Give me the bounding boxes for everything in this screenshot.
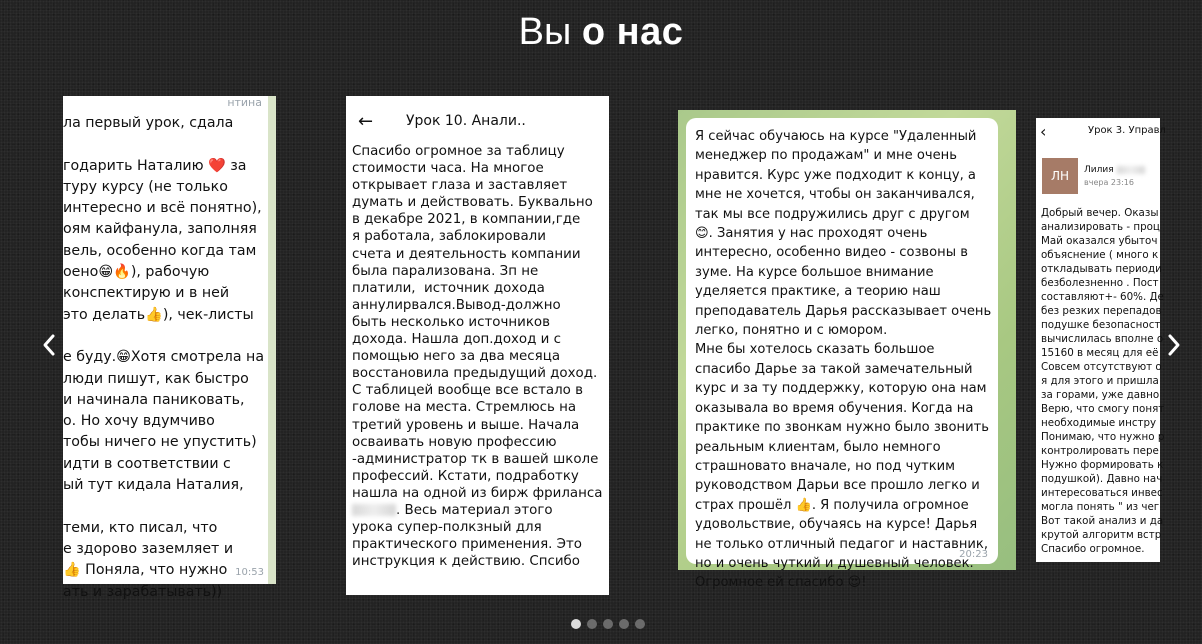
review-card-3 bbox=[678, 110, 1016, 591]
review-card-2-text-before: Спасибо огромное за таблицу стоимости часа. На многое открывает глаза и заставляет думать и действовать. Буквально в декабре 2021, в компании,где я работала, заблокировали счета и деятельность компании была парализована. Зп не платили, источник дохода аннулирвался.Вывод-должно быть несколько источников дохода. Нашла доп.доход и с помощью него за два месяца восстановила предыдущий доход. С таблицей вообще все встало в голове на места. Стремлюсь на третий уровень и выше. Начала осваивать новую профессию -администратор тк в вашей школе профессий. Кстати, подработку нашла на одной из бирж фриланса bbox=[352, 144, 603, 501]
review-card-1 bbox=[63, 96, 276, 600]
review-card-2-header bbox=[346, 108, 609, 138]
pagination-dot-2[interactable] bbox=[587, 619, 597, 629]
redacted-blur bbox=[352, 504, 396, 516]
review-card-1-text: ла первый урок, сдала годарить Наталию ❤️ за туру курсу (не только интересно и всё понятно), оям кайфанула, заполняя вель, особенно когда там оено😁🔥), рабочую конспектирую и в ней это делать👍), чек-листы е буду.😁Хотя смотрела на люди пишут, как быстро и начинала паниковать, о. Но хочу вдумчиво тобы ничего не упустить) идти в соответствии с ый тут кидала Наталия, теми, кто писал, что е здорово заземляет и 👍 Поняла, что нужно ать и зарабатывать)) bbox=[63, 115, 265, 600]
carousel-prev-button[interactable] bbox=[38, 330, 60, 360]
pagination-dot-1[interactable] bbox=[571, 619, 581, 629]
review-card-2 bbox=[346, 96, 609, 595]
section-title-bold: о нас bbox=[581, 11, 684, 53]
chat-bubble-edge bbox=[268, 96, 276, 584]
review-card-1-sender: нтина bbox=[227, 96, 262, 109]
redacted-blur bbox=[1117, 166, 1145, 174]
review-card-4-author-name: Лилия bbox=[1084, 165, 1114, 175]
review-card-4 bbox=[1036, 118, 1166, 562]
review-card-4-date: вчера 23:16 bbox=[1084, 178, 1134, 187]
section-title-light: Вы bbox=[518, 11, 572, 53]
carousel-next-button[interactable] bbox=[1163, 330, 1185, 360]
chevron-right-icon bbox=[1167, 334, 1181, 356]
back-arrow-icon: ← bbox=[358, 111, 374, 132]
avatar: ЛН bbox=[1042, 158, 1078, 194]
chevron-left-icon bbox=[42, 334, 56, 356]
review-card-2-text bbox=[352, 143, 607, 570]
carousel-pagination bbox=[571, 619, 645, 629]
review-card-4-text: Добрый вечер. Оказы анализировать - проц Май оказался убыточ объяснение ( много к откладывать периоди безболезненно . Пост составляют+- 60%. Де без резких перепадов подушке безопасност вычислилась вполне о 15160 в месяц для её Совсем отсутствуют о я для этого и пришла за горами, уже давно Верю, что смогу понят необходимые инстру Понимаю, что нужно р контролировать пере Нужно формировать к подушкой). Давно нач интересоваться инвес могла понять " из чег Вот такой анализ и да крутой алгоритм встр Спасибо огромное. bbox=[1041, 207, 1165, 555]
pagination-dot-4[interactable] bbox=[619, 619, 629, 629]
review-card-4-title: Урок 3. Управл bbox=[1088, 125, 1166, 136]
review-card-2-title: Урок 10. Анали.. bbox=[406, 113, 526, 129]
section-title bbox=[0, 10, 1202, 54]
chat-bubble bbox=[686, 118, 998, 591]
review-card-3-time: 20:23 bbox=[959, 549, 988, 560]
review-card-1-time: 10:53 bbox=[235, 567, 264, 578]
pagination-dot-5[interactable] bbox=[635, 619, 645, 629]
review-card-2-text-after: . Весь материал этого урока супер-полкзный для практического применения. Это инструкция к действию. Спсибо bbox=[352, 502, 582, 570]
review-card-3-text: Я сейчас обучаюсь на курсе "Удаленный менеджер по продажам" и мне очень нравится. Курс уже подходит к концу, а мне не хочется, чтобы он заканчивался, так мы все подружились друг с другом 😊. Занятия у нас проходят очень интересно, особенно видео - созвоны в зуме. На курсе большое внимание уделяется практике, а теорию наш преподаватель Дарья рассказывает очень легко, понятно и с юмором. Мне бы хотелось сказать большое спасибо Дарье за такой замечательный курс и за ту поддержку, которую она нам оказывала во время обучения. Когда на практике по звонкам нужно было звонить реальным клиентам, было немного страшновато вначале, но под чутким руководством Дарьи все прошло легко и страх прошёл 👍. Я получила огромное удовольствие, обучаясь на курсе! Дарья не только отличный педагог и наставник, но и очень чуткий и душевный человек. Огромное ей спасибо 😍! bbox=[695, 129, 992, 591]
pagination-dot-3[interactable] bbox=[603, 619, 613, 629]
back-chevron-icon: ‹ bbox=[1040, 122, 1047, 141]
review-card-4-author bbox=[1084, 165, 1145, 175]
